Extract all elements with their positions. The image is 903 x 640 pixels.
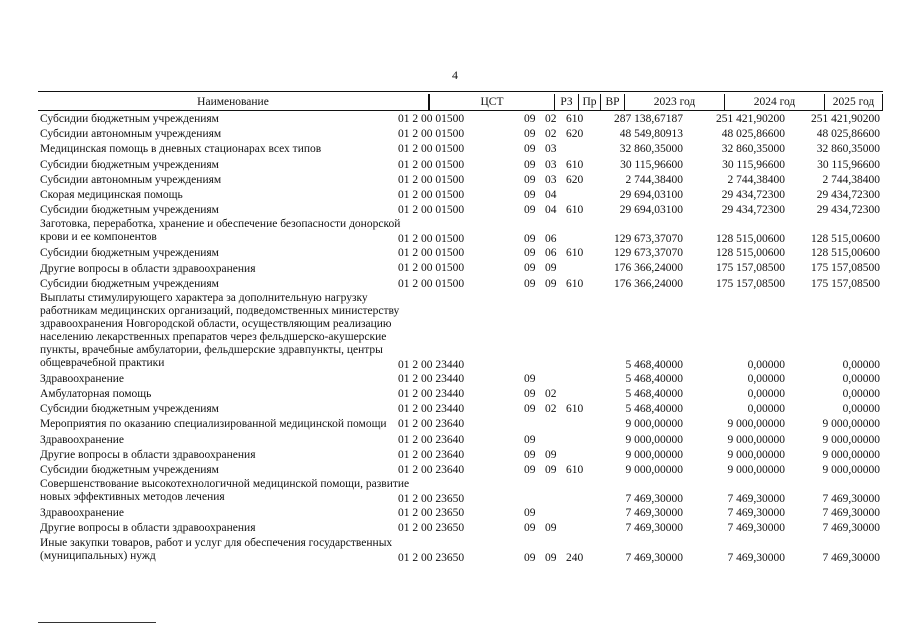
- row-cst: 01 2 00 01500: [398, 173, 465, 186]
- row-cst: 01 2 00 23440: [398, 372, 465, 385]
- row-y2023: 7 469,30000: [625, 493, 683, 506]
- row-cst: 01 2 00 01500: [398, 262, 465, 275]
- row-rz: 09: [524, 277, 536, 290]
- row-y2025: 7 469,30000: [822, 493, 880, 506]
- row-y2025: 9 000,00000: [822, 463, 880, 476]
- table-row: [38, 448, 883, 463]
- row-y2024: 9 000,00000: [727, 418, 785, 431]
- row-cst: 01 2 00 23650: [398, 493, 465, 506]
- row-y2024: 48 025,86600: [721, 128, 785, 141]
- table-row: [38, 142, 883, 157]
- row-y2025: 29 434,72300: [816, 188, 880, 201]
- row-rz: 09: [524, 507, 536, 520]
- row-y2023: 48 549,80913: [619, 128, 683, 141]
- row-y2023: 9 000,00000: [625, 418, 683, 431]
- row-y2024: 251 421,90200: [716, 112, 785, 125]
- row-y2025: 2 744,38400: [822, 173, 880, 186]
- row-y2023: 9 000,00000: [625, 433, 683, 446]
- row-pr: 09: [545, 277, 557, 290]
- table-row: [38, 218, 883, 246]
- row-y2024: 29 434,72300: [721, 188, 785, 201]
- row-cst: 01 2 00 23640: [398, 418, 465, 431]
- row-rz: 09: [524, 128, 536, 141]
- row-y2025: 251 421,90200: [811, 112, 880, 125]
- row-y2023: 5 468,40000: [625, 358, 683, 371]
- row-y2023: 9 000,00000: [625, 448, 683, 461]
- row-name: Заготовка, переработка, хранение и обеспечение безопасности донорской крови и ее компонентов: [40, 218, 401, 244]
- table-row: [38, 173, 883, 188]
- row-y2024: 0,00000: [747, 403, 785, 416]
- row-y2023: 287 138,67187: [614, 112, 683, 125]
- row-cst: 01 2 00 01500: [398, 233, 465, 246]
- row-name: Субсидии бюджетным учреждениям: [40, 204, 219, 217]
- table-row: [38, 203, 883, 218]
- table-row: [38, 372, 883, 387]
- row-cst: 01 2 00 23440: [398, 388, 465, 401]
- row-rz: 09: [524, 403, 536, 416]
- row-cst: 01 2 00 23440: [398, 358, 465, 371]
- row-pr: 02: [545, 403, 557, 416]
- row-y2023: 9 000,00000: [625, 463, 683, 476]
- row-y2024: 7 469,30000: [727, 522, 785, 535]
- table-row: [38, 112, 883, 127]
- row-rz: 09: [524, 388, 536, 401]
- row-vr: 620: [566, 128, 584, 141]
- row-y2025: 7 469,30000: [822, 551, 880, 564]
- row-y2023: 129 673,37070: [614, 233, 683, 246]
- row-pr: 06: [545, 247, 557, 260]
- row-pr: 09: [545, 448, 557, 461]
- row-vr: 610: [566, 204, 584, 217]
- row-rz: 09: [524, 233, 536, 246]
- row-cst: 01 2 00 01500: [398, 247, 465, 260]
- row-pr: 03: [545, 173, 557, 186]
- row-pr: 04: [545, 188, 557, 201]
- row-name: Субсидии бюджетным учреждениям: [40, 464, 219, 476]
- row-y2023: 30 115,96600: [620, 158, 683, 171]
- row-cst: 01 2 00 01500: [398, 143, 465, 156]
- row-rz: 09: [524, 448, 536, 461]
- row-pr: 02: [545, 112, 557, 125]
- row-pr: 03: [545, 143, 557, 156]
- row-name: Совершенствование высокотехнологичной медицинской помощи, развитие новых эффективных методов лечения: [40, 478, 410, 504]
- table-row: [38, 188, 883, 203]
- budget-table: [38, 91, 883, 565]
- row-cst: 01 2 00 01500: [398, 112, 465, 125]
- table-row: [38, 521, 883, 536]
- table-row: [38, 277, 883, 292]
- row-name: Субсидии бюджетным учреждениям: [40, 247, 219, 260]
- row-rz: 09: [524, 551, 536, 564]
- row-y2024: 0,00000: [747, 372, 785, 385]
- row-name: Другие вопросы в области здравоохранения: [40, 448, 256, 461]
- row-name: Субсидии автономным учреждениям: [40, 173, 222, 186]
- row-pr: 09: [545, 262, 557, 275]
- row-name: Иные закупки товаров, работ и услуг для обеспечения государственных (муниципальных) нужд: [40, 536, 393, 562]
- row-rz: 09: [524, 173, 536, 186]
- row-y2023: 2 744,38400: [625, 173, 683, 186]
- row-y2025: 9 000,00000: [822, 418, 880, 431]
- row-cst: 01 2 00 23640: [398, 433, 465, 446]
- row-name: Субсидии бюджетным учреждениям: [40, 403, 219, 416]
- row-y2024: 7 469,30000: [727, 551, 785, 564]
- row-name: Здравоохранение: [40, 372, 125, 385]
- row-cst: 01 2 00 23640: [398, 448, 465, 461]
- row-rz: 09: [524, 204, 536, 217]
- table-body: [38, 112, 883, 565]
- row-y2025: 0,00000: [842, 388, 880, 401]
- row-y2023: 7 469,30000: [625, 551, 683, 564]
- row-y2024: 175 157,08500: [716, 262, 785, 275]
- row-y2025: 128 515,00600: [811, 233, 880, 246]
- row-pr: 09: [545, 551, 557, 564]
- row-y2024: 29 434,72300: [721, 204, 785, 217]
- row-rz: 09: [524, 158, 536, 171]
- row-pr: 09: [545, 463, 557, 476]
- row-rz: 09: [524, 372, 536, 385]
- header-2024: 2024 год: [725, 94, 825, 111]
- row-y2023: 32 860,35000: [619, 143, 683, 156]
- header-2023: 2023 год: [625, 94, 725, 111]
- row-y2024: 175 157,08500: [716, 277, 785, 290]
- row-vr: 620: [566, 173, 584, 186]
- header-name: Наименование: [38, 94, 429, 111]
- table-row: [38, 417, 883, 432]
- row-cst: 01 2 00 23640: [398, 463, 465, 476]
- header-rz: РЗ: [555, 94, 579, 111]
- row-rz: 09: [524, 112, 536, 125]
- page-number: 4: [452, 68, 458, 82]
- row-y2025: 9 000,00000: [822, 433, 880, 446]
- row-vr: 610: [566, 158, 584, 171]
- row-name: Здравоохранение: [40, 433, 125, 446]
- row-y2025: 0,00000: [842, 403, 880, 416]
- row-vr: 610: [566, 463, 584, 476]
- row-y2024: 2 744,38400: [727, 173, 785, 186]
- table-header: [38, 91, 883, 112]
- row-y2025: 175 157,08500: [811, 262, 880, 275]
- row-y2023: 29 694,03100: [619, 188, 683, 201]
- table-row: [38, 127, 883, 142]
- row-cst: 01 2 00 23440: [398, 403, 465, 416]
- header-vr: ВР: [601, 94, 625, 111]
- row-cst: 01 2 00 23650: [398, 551, 465, 564]
- row-y2024: 128 515,00600: [716, 233, 785, 246]
- row-rz: 09: [524, 522, 536, 535]
- row-pr: 02: [545, 128, 557, 141]
- row-y2023: 5 468,40000: [625, 372, 683, 385]
- row-rz: 09: [524, 143, 536, 156]
- row-rz: 09: [524, 188, 536, 201]
- row-y2023: 176 366,24000: [614, 277, 683, 290]
- row-y2025: 0,00000: [842, 372, 880, 385]
- row-pr: 06: [545, 233, 557, 246]
- row-name: Медицинская помощь в дневных стационарах всех типов: [40, 143, 322, 156]
- row-y2023: 129 673,37070: [614, 247, 683, 260]
- row-pr: 03: [545, 158, 557, 171]
- row-y2025: 9 000,00000: [822, 448, 880, 461]
- row-y2023: 5 468,40000: [625, 388, 683, 401]
- row-rz: 09: [524, 247, 536, 260]
- header-cst: ЦСТ: [429, 94, 555, 111]
- row-rz: 09: [524, 262, 536, 275]
- table-row: [38, 433, 883, 448]
- row-name: Скорая медицинская помощь: [40, 188, 183, 201]
- table-row: [38, 478, 883, 506]
- row-y2024: 0,00000: [747, 388, 785, 401]
- row-y2023: 7 469,30000: [625, 522, 683, 535]
- row-cst: 01 2 00 01500: [398, 204, 465, 217]
- row-name: Выплаты стимулирующего характера за дополнительную нагрузку работникам медицинских организаций, подведомственных министерству здравоохранения Новгородской области, осуществляющим реализацию населению лекарственных препаратов через фельдшерско-акушерские пункты, врачебные амбулатории, фельдшерские здравпункты, центры общеврачебной практики: [40, 291, 400, 369]
- row-vr: 610: [566, 403, 584, 416]
- row-vr: 240: [566, 551, 584, 564]
- table-row: [38, 387, 883, 402]
- row-vr: 610: [566, 247, 584, 260]
- row-y2025: 7 469,30000: [822, 522, 880, 535]
- table-row: [38, 537, 883, 565]
- row-name: Амбулаторная помощь: [40, 388, 152, 401]
- row-y2024: 32 860,35000: [721, 143, 785, 156]
- row-rz: 09: [524, 433, 536, 446]
- row-y2024: 7 469,30000: [727, 493, 785, 506]
- row-y2025: 0,00000: [842, 358, 880, 371]
- header-2025: 2025 год: [825, 94, 883, 111]
- row-y2025: 48 025,86600: [816, 128, 880, 141]
- row-y2023: 29 694,03100: [619, 204, 683, 217]
- row-cst: 01 2 00 01500: [398, 277, 465, 290]
- table-row: [38, 463, 883, 478]
- row-vr: 610: [566, 112, 584, 125]
- row-y2025: 29 434,72300: [816, 204, 880, 217]
- row-y2024: 7 469,30000: [727, 507, 785, 520]
- row-y2025: 32 860,35000: [816, 143, 880, 156]
- row-pr: 04: [545, 204, 557, 217]
- row-y2023: 176 366,24000: [614, 262, 683, 275]
- row-name: Субсидии бюджетным учреждениям: [40, 277, 219, 290]
- table-row: [38, 506, 883, 521]
- row-name: Субсидии бюджетным учреждениям: [40, 158, 219, 171]
- table-row: [38, 402, 883, 417]
- table-row: [38, 158, 883, 173]
- table-row: [38, 246, 883, 261]
- footer-divider: [38, 622, 156, 623]
- row-cst: 01 2 00 01500: [398, 158, 465, 171]
- table-row: [38, 262, 883, 277]
- row-y2024: 9 000,00000: [727, 433, 785, 446]
- row-y2024: 9 000,00000: [727, 463, 785, 476]
- row-name: Другие вопросы в области здравоохранения: [40, 262, 256, 275]
- row-cst: 01 2 00 01500: [398, 128, 465, 141]
- row-y2025: 128 515,00600: [811, 247, 880, 260]
- header-pr: Пр: [579, 94, 601, 111]
- row-y2024: 30 115,96600: [722, 158, 785, 171]
- row-name: Субсидии бюджетным учреждениям: [40, 113, 219, 125]
- row-y2025: 30 115,96600: [817, 158, 880, 171]
- row-y2025: 175 157,08500: [811, 277, 880, 290]
- row-name: Другие вопросы в области здравоохранения: [40, 522, 256, 535]
- row-y2024: 0,00000: [747, 358, 785, 371]
- row-y2023: 7 469,30000: [625, 507, 683, 520]
- row-name: Мероприятия по оказанию специализированной медицинской помощи: [40, 418, 387, 431]
- row-y2024: 128 515,00600: [716, 247, 785, 260]
- row-y2025: 7 469,30000: [822, 507, 880, 520]
- row-cst: 01 2 00 23650: [398, 507, 465, 520]
- row-name: Здравоохранение: [40, 507, 125, 520]
- row-cst: 01 2 00 23650: [398, 522, 465, 535]
- row-name: Субсидии автономным учреждениям: [40, 128, 222, 141]
- row-cst: 01 2 00 01500: [398, 188, 465, 201]
- row-y2023: 5 468,40000: [625, 403, 683, 416]
- row-vr: 610: [566, 277, 584, 290]
- row-pr: 09: [545, 522, 557, 535]
- row-y2024: 9 000,00000: [727, 448, 785, 461]
- row-rz: 09: [524, 463, 536, 476]
- row-pr: 02: [545, 388, 557, 401]
- table-row: [38, 292, 883, 372]
